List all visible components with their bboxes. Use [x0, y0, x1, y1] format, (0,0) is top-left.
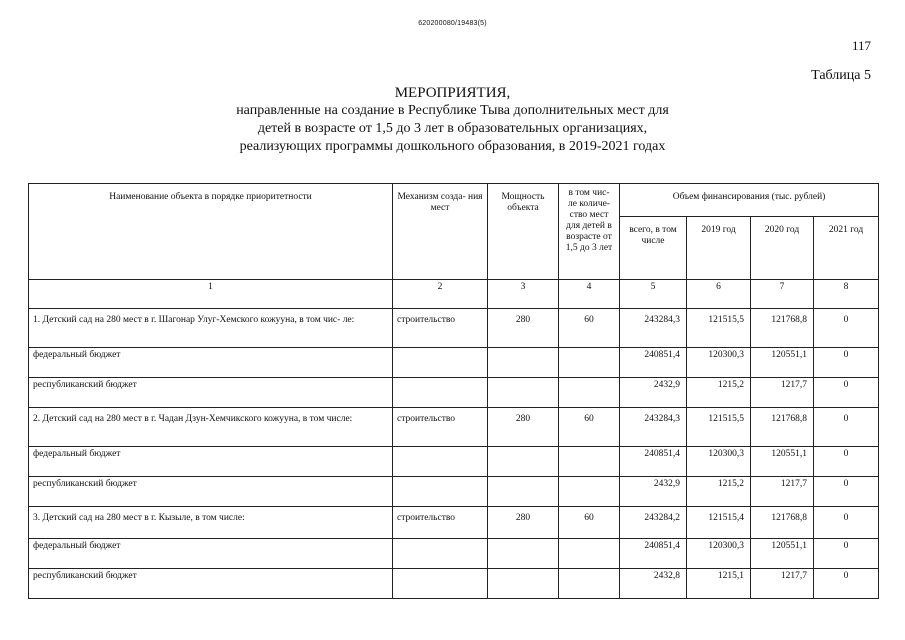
header-2021: 2021 год — [814, 217, 879, 280]
object-name: федеральный бюджет — [29, 539, 393, 569]
y2020-cell: 120551,1 — [751, 539, 814, 569]
y2021-cell: 0 — [814, 539, 879, 569]
object-name: республиканский бюджет — [29, 569, 393, 599]
mechanism-cell — [393, 539, 488, 569]
y2020-cell: 1217,7 — [751, 569, 814, 599]
y2021-cell: 0 — [814, 447, 879, 477]
capacity-cell: 280 — [488, 408, 559, 447]
y2021-cell: 0 — [814, 378, 879, 408]
places-cell — [559, 539, 620, 569]
total-cell: 240851,4 — [620, 447, 687, 477]
mechanism-cell: строительство — [393, 507, 488, 539]
object-name: 3. Детский сад на 280 мест в г. Кызыле, в том числе: — [29, 507, 393, 539]
mechanism-cell — [393, 569, 488, 599]
col-number: 6 — [687, 280, 751, 309]
y2020-cell: 121768,8 — [751, 507, 814, 539]
header-2019: 2019 год — [687, 217, 751, 280]
y2019-cell: 121515,5 — [687, 408, 751, 447]
y2019-cell: 120300,3 — [687, 539, 751, 569]
y2019-cell: 121515,5 — [687, 309, 751, 348]
page-subtitle: направленные на создание в Республике Тыва дополнительных мест для детей в возрасте от 1,5 до 3 лет в образовательных организациях, реализующих программы дошкольного образования, в 2019-2021 годах — [236, 103, 669, 154]
header-total: всего, в том числе — [620, 217, 687, 280]
col-number: 7 — [751, 280, 814, 309]
total-cell: 243284,3 — [620, 309, 687, 348]
table-row — [29, 408, 879, 447]
page-title: МЕРОПРИЯТИЯ, — [394, 85, 511, 101]
table-row — [29, 539, 879, 569]
y2019-cell: 120300,3 — [687, 447, 751, 477]
object-name: 2. Детский сад на 280 мест в г. Чадан Дзун-Хемчикского кожууна, в том числе: — [29, 408, 393, 447]
y2019-cell: 1215,1 — [687, 569, 751, 599]
y2020-cell: 121768,8 — [751, 309, 814, 348]
header-mechanism: Механизм созда- ния мест — [393, 184, 488, 280]
mechanism-cell: строительство — [393, 309, 488, 348]
document-id: 620200080/19483(5) — [418, 20, 487, 27]
capacity-cell: 280 — [488, 507, 559, 539]
total-cell: 2432,8 — [620, 569, 687, 599]
header-including: в том чис- ле количе- ство мест для детей в возрасте от 1,5 до 3 лет — [559, 184, 620, 280]
places-cell — [559, 378, 620, 408]
y2020-cell: 1217,7 — [751, 477, 814, 507]
y2019-cell: 1215,2 — [687, 378, 751, 408]
table-row — [29, 507, 879, 539]
y2021-cell: 0 — [814, 309, 879, 348]
places-cell — [559, 348, 620, 378]
column-number-row — [29, 280, 879, 309]
page-number: 117 — [851, 38, 871, 53]
capacity-cell — [488, 477, 559, 507]
table-row — [29, 477, 879, 507]
col-number: 4 — [559, 280, 620, 309]
capacity-cell — [488, 569, 559, 599]
title-block — [0, 84, 905, 156]
places-cell — [559, 569, 620, 599]
total-cell: 243284,3 — [620, 408, 687, 447]
y2020-cell: 1217,7 — [751, 378, 814, 408]
total-cell: 240851,4 — [620, 539, 687, 569]
object-name: республиканский бюджет — [29, 477, 393, 507]
col-number: 3 — [488, 280, 559, 309]
capacity-cell: 280 — [488, 309, 559, 348]
places-cell — [559, 447, 620, 477]
header-financing: Объем финансирования (тыс. рублей) — [620, 184, 879, 217]
object-name: 1. Детский сад на 280 мест в г. Шагонар Улуг-Хемского кожууна, в том чис- ле: — [29, 309, 393, 348]
y2020-cell: 120551,1 — [751, 447, 814, 477]
header-name: Наименование объекта в порядке приоритетности — [29, 184, 393, 280]
y2020-cell: 121768,8 — [751, 408, 814, 447]
capacity-cell — [488, 539, 559, 569]
object-name: республиканский бюджет — [29, 378, 393, 408]
col-number: 1 — [29, 280, 393, 309]
total-cell: 2432,9 — [620, 477, 687, 507]
mechanism-cell: строительство — [393, 408, 488, 447]
header-2020: 2020 год — [751, 217, 814, 280]
y2020-cell: 120551,1 — [751, 348, 814, 378]
places-cell: 60 — [559, 309, 620, 348]
y2021-cell: 0 — [814, 348, 879, 378]
table-row — [29, 378, 879, 408]
y2019-cell: 120300,3 — [687, 348, 751, 378]
table-label: Таблица 5 — [811, 68, 871, 83]
table-row — [29, 309, 879, 348]
y2021-cell: 0 — [814, 477, 879, 507]
capacity-cell — [488, 378, 559, 408]
mechanism-cell — [393, 348, 488, 378]
y2021-cell: 0 — [814, 569, 879, 599]
table-row — [29, 447, 879, 477]
y2021-cell: 0 — [814, 507, 879, 539]
mechanism-cell — [393, 477, 488, 507]
total-cell: 243284,2 — [620, 507, 687, 539]
y2019-cell: 1215,2 — [687, 477, 751, 507]
col-number: 8 — [814, 280, 879, 309]
header-capacity: Мощность объекта — [488, 184, 559, 280]
total-cell: 2432,9 — [620, 378, 687, 408]
col-number: 2 — [393, 280, 488, 309]
places-cell — [559, 477, 620, 507]
y2019-cell: 121515,4 — [687, 507, 751, 539]
capacity-cell — [488, 348, 559, 378]
mechanism-cell — [393, 378, 488, 408]
financing-table — [28, 183, 879, 599]
total-cell: 240851,4 — [620, 348, 687, 378]
table-row — [29, 569, 879, 599]
capacity-cell — [488, 447, 559, 477]
places-cell: 60 — [559, 408, 620, 447]
object-name: федеральный бюджет — [29, 348, 393, 378]
table-row — [29, 348, 879, 378]
object-name: федеральный бюджет — [29, 447, 393, 477]
col-number: 5 — [620, 280, 687, 309]
y2021-cell: 0 — [814, 408, 879, 447]
mechanism-cell — [393, 447, 488, 477]
places-cell: 60 — [559, 507, 620, 539]
